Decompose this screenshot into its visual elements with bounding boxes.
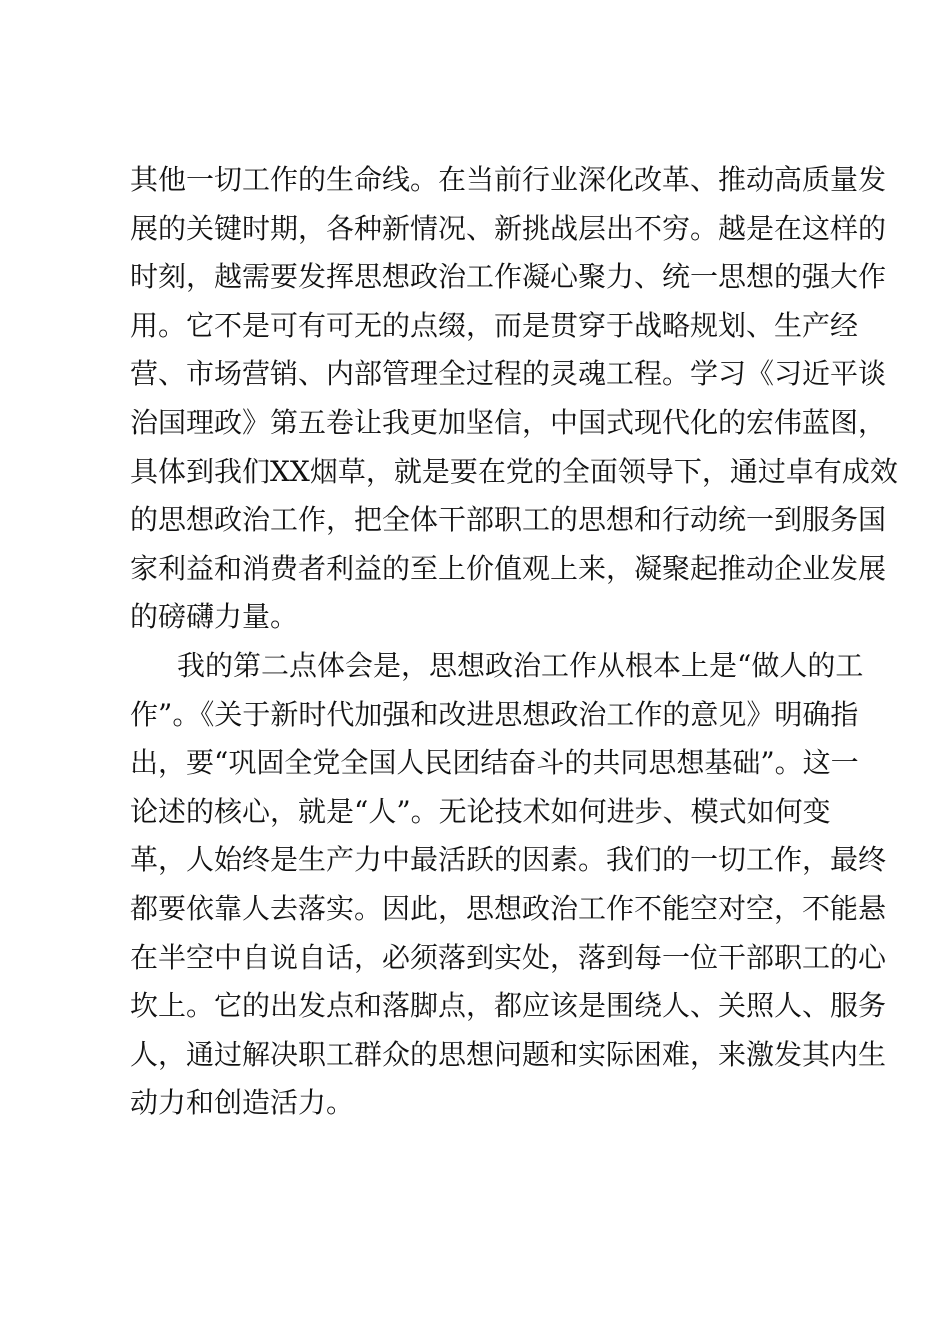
- text-line: 的磅礴力量。: [130, 600, 299, 634]
- text-line: 时刻，越需要发挥思想政治工作凝心聚力、统一思想的强大作: [130, 260, 887, 294]
- text-line: 用。它不是可有可无的点缀，而是贯穿于战略规划、生产经: [130, 308, 859, 342]
- text-line: 营、市场营销、内部管理全过程的灵魂工程。学习《习近平谈: [130, 357, 887, 391]
- text-line: 动力和创造活力。: [130, 1086, 355, 1120]
- text-line: 出，要“巩固全党全国人民团结奋斗的共同思想基础”。这一: [130, 746, 859, 780]
- text-line: 作”。《关于新时代加强和改进思想政治工作的意见》明确指: [130, 697, 859, 731]
- body-text: [130, 156, 898, 1128]
- text-line: 坎上。它的出发点和落脚点，都应该是围绕人、关照人、服务: [130, 989, 887, 1023]
- text-line: 家利益和消费者利益的至上价值观上来，凝聚起推动企业发展: [130, 551, 887, 585]
- text-line: 具体到我们XX烟草，就是要在党的全面领导下，通过卓有成效: [130, 454, 898, 488]
- text-line: 论述的核心，就是“人”。无论技术如何进步、模式如何变: [130, 794, 831, 828]
- text-line: 治国理政》第五卷让我更加坚信，中国式现代化的宏伟蓝图，: [130, 405, 887, 439]
- text-line: 其他一切工作的生命线。在当前行业深化改革、推动高质量发: [130, 163, 887, 196]
- text-line: 都要依靠人去落实。因此，思想政治工作不能空对空，不能悬: [130, 891, 887, 925]
- text-line: 的思想政治工作，把全体干部职工的思想和行动统一到服务国: [130, 503, 887, 537]
- paragraph-start-line: 我的第二点体会是，思想政治工作从根本上是“做人的工: [177, 648, 864, 682]
- text-line: 革，人始终是生产力中最活跃的因素。我们的一切工作，最终: [130, 843, 887, 877]
- text-line: 展的关键时期，各种新情况、新挑战层出不穷。越是在这样的: [130, 211, 887, 245]
- text-line: 在半空中自说自话，必须落到实处，落到每一位干部职工的心: [130, 940, 887, 974]
- text-line: 人，通过解决职工群众的思想问题和实际困难，来激发其内生: [130, 1037, 887, 1071]
